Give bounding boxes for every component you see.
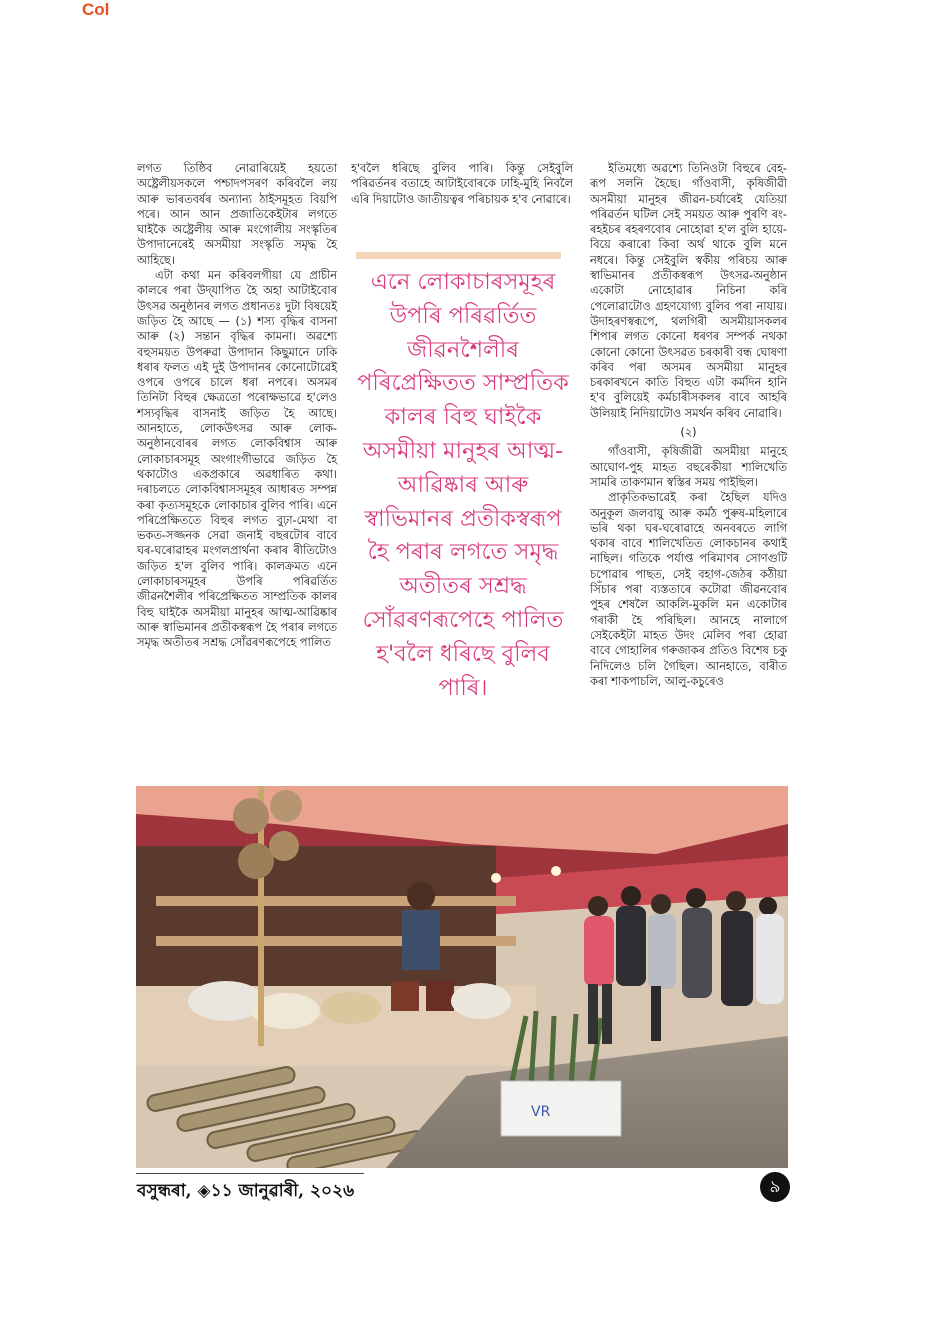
article-column-1 bbox=[137, 161, 337, 651]
paragraph: হ'বলৈ ধৰিছে বুলিব পাৰি। কিন্তু সেইবুলি পৰিৱৰ্তনৰ বতাহে আটাইবোৰকে ঢাহি-মুহি নিবলৈ এৰি দিয়াটোও জাতীয়ত্বৰ পৰিচায়ক হ'ব নোৱাৰে। bbox=[351, 162, 573, 206]
paragraph: গাঁওবাসী, কৃষিজীৱী অসমীয়া মানুহে আঘোণ-পুহ মাহত বছৰেকীয়া শালিখেতি সামৰি তাকণমান স্বস্তিৰ সময় পাইছিল। bbox=[590, 445, 787, 489]
footer-publication-date: বসুন্ধৰা, ◈১১ জানুৱাৰী, ২০২৬ bbox=[137, 1181, 355, 1201]
paragraph: এটা কথা মন কৰিবলগীয়া যে প্ৰাচীন কালৰে পৰা উদ্‌যাপিত হৈ অহা আটাইবোৰ উৎসৱ অনুষ্ঠানৰ লগত প্ৰধানতঃ দুটা বিষয়েই জড়িত হৈ আছে — (১) শস্য বৃদ্ধিৰ বাসনা আৰু (২) সন্তান বৃদ্ধিৰ কামনা। অৱশ্যে বহুসময়ত উপৰুৱা উপাদান কিছুমানে ঢাকি ধৰাৰ ফলত এই দুই উপাদানৰ কোনোটোৱেই ওপৰে ওপৰে চালে ধৰা নপৰে। অসমৰ তিনিটা বিহুৰ ক্ষেত্ৰতো পৰোক্ষভাৱে হ'লেও শস্যবৃদ্ধিৰ বাসনাই জড়িত হৈ আছে। আনহাতে, লোকউৎসৱ আৰু লোক-অনুষ্ঠানবোৰৰ লগত লোকবিশ্বাস আৰু লোকাচাৰসমূহ অংগাংগীভাৱে জড়িত হৈ থকাটোও একপ্ৰকাৰে অৱধাৰিত কথা। দৰাচলতে লোকবিশ্বাসসমূহৰ আধাৰত সম্পন্ন কৰা কৃত্যসমূহকে লোকাচাৰ বুলিব পাৰি। এনে পৰিপ্ৰেক্ষিততে বিহুৰ লগত বুঢ়া-মেথা বা ভকত-সজ্জনক সেৱা জনাই বছৰটোৰ বাবে ঘৰ-ঘৰোৱাহৰ মংগলপ্ৰাৰ্থনা কৰাৰ ৰীতিটোও জড়িত হ'ল বুলিব পাৰি। কালক্ৰমত এনে লোকাচাৰসমূহৰ উপৰি পৰিৱৰ্তিত জীৱনশৈলীৰ পৰিপ্ৰেক্ষিতত সাম্প্ৰতিক কালৰ বিহু ঘাইকৈ অসমীয়া মানুহৰ আত্ম-আৱিষ্কাৰ আৰু স্বাভিমানৰ প্ৰতীকস্বৰূপ হৈ পৰাৰ লগতে সমৃদ্ধ অতীতৰ সশ্ৰদ্ধ সোঁৱৰণৰূপেহে পালিত bbox=[137, 269, 337, 650]
paragraph: লগত তিষ্ঠিব নোৱাৰিয়েই হয়তো অষ্ট্ৰেলীয়সকলে পশ্চাদপসৰণ কৰিবলৈ লয় আৰু ভাৰতবৰ্ষৰ অন্যান্য ঠাইসমূহত বিয়পি পৰে। আন আন প্ৰজাতিকেইটাৰ লগতে ঘাইকৈ অষ্ট্ৰেলীয় আৰু মংগোলীয় সংস্কৃতিৰ উপাদানেৰেই অসমীয়া সংস্কৃতি সমৃদ্ধ হৈ আহিছে। bbox=[137, 162, 337, 267]
article-column-2 bbox=[351, 161, 573, 207]
box-label: VR bbox=[531, 1104, 551, 1120]
corner-label: Col bbox=[82, 0, 110, 19]
pull-quote: এনে লোকাচাৰসমূহৰ উপৰি পৰিৱৰ্তিত জীৱনশৈলীৰ পৰিপ্ৰেক্ষিতত সাম্প্ৰতিক কালৰ বিহু ঘাইকৈ অসমীয়া মানুহৰ আত্ম-আৱিষ্কাৰ আৰু স্বাভিমানৰ প্ৰতীকস্বৰূপ হৈ পৰাৰ লগতে সমৃদ্ধ অতীতৰ সশ্ৰদ্ধ সোঁৱৰণৰূপেহে পালিত হ'বলৈ ধৰিছে বুলিব পাৰি। bbox=[357, 269, 569, 701]
article-column-3 bbox=[590, 161, 787, 689]
page-number: ৯ bbox=[760, 1172, 790, 1202]
photo-illustration bbox=[136, 786, 788, 1168]
market-stall-photo bbox=[136, 786, 788, 1168]
section-heading: (২) bbox=[680, 426, 697, 440]
footer-rule bbox=[136, 1173, 364, 1174]
pullquote-divider bbox=[356, 252, 561, 259]
paragraph: ইতিমধ্যে অৱশ্যে তিনিওটা বিহুৰে বেহ-ৰূপ সলনি হৈছে। গাঁওবাসী, কৃষিজীৱী অসমীয়া মানুহৰ জীৱন-চৰ্যাৰেই যেতিয়া পৰিৱৰ্তন ঘটিল সেই সময়ত আৰু পুৰণি ৰং-ৰহইচৰ ৰহৰণবোৰ নোহোৱা হ'ল বুলি হায়ে-বিয়ে কৰাৰো কিবা অৰ্থ থাকে বুলি মনে নধৰে। কিন্তু সেইবুলি স্বকীয় পৰিচয় আৰু স্বাভিমানৰ প্ৰতীকস্বৰূপ উৎসৱ-অনুষ্ঠান একোটা নোহোৱাৰ নিচিনা কৰি পেলোৱাটোও গ্ৰহণযোগ্য বুলিব পৰা নাযায়। উদাহৰণস্বৰূপে, থলগিৰী অসমীয়াসকলৰ শিপাৰ লগত কোনো ধৰণৰ সম্পৰ্ক নথকা কোনো কোনো উৎসৱত চৰকাৰী বন্ধ ঘোষণা কৰিব পৰা অসমৰ অসমীয়া মানুহৰ চৰকাৰখনে কাতি বিহুত এটা কৰ্মদিন হানি হ'ব বুলিয়েই কৰ্মচাৰীসকলৰ বাবে আহৰি উলিয়াই নিদিয়াটোও সমৰ্থন কৰিব নোৱাৰি। bbox=[590, 162, 787, 420]
paragraph: প্ৰাকৃতিকভাৱেই কৰা হৈছিল যদিও অনুকূল জলবায়ু আৰু কৰ্মঠ পুৰুষ-মহিলাৰে ভৰি থকা ঘৰ-ঘৰোৱাহে অনবৰতে লাগি থকাৰ বাবে শালিখেতিত লোকচানৰ কথাই নাছিল। গতিকে পৰ্যাপ্ত পৰিমাণৰ সোণগুটি চপোৱাৰ পাছত, সেই বহাগ-জেঠৰ কঠীয়া সিঁচাৰ পৰা ব্যস্ততাৰে কটোৱা জীৱনবোৰ পুহৰ শেষলৈ আকলি-মুকলি মন একোটাৰ গৰাকী হৈ পৰিছিল। আনহে নালাগে সেইকেইটা মাহত উদং মেলিব পৰা হোৱা বাবে গোহালিৰ গৰুজাকৰ প্ৰতিও বিশেষ চকু নিদিলেও চলি গৈছিল। আনহাতে, বাৰীত কৰা শাকপাচলি, আলু-কচুৰেও bbox=[590, 491, 787, 688]
